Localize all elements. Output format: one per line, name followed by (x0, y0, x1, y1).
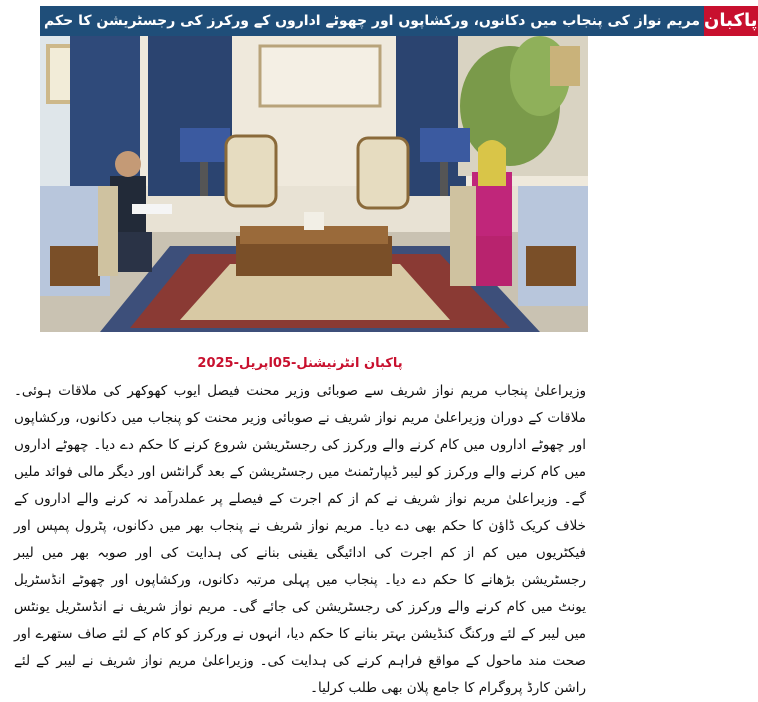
headline-banner (40, 6, 758, 36)
article-body: وزیراعلیٰ پنجاب مریم نواز شریف سے صوبائی وزیر محنت فیصل ایوب کھوکھر کی ملاقات ہوئی۔ ملاقات کے دوران وزیراعلیٰ مریم نواز شریف نے صوبائی وزیر محنت کو پنجاب میں دکانوں، ورکشاپوں اور چھوٹے اداروں میں کام کرنے والے ورکرز کی رجسٹریشن شروع کرنے کا حکم دے دیا۔ چھوٹے اداروں میں کام کرنے والے ورکرز کو لیبر ڈیپارٹمنٹ میں رجسٹریشن کے بعد گرانٹس اور دیگر مالی فوائد ملیں گے۔ وزیراعلیٰ مریم نواز شریف نے کم از کم اجرت کے فیصلے پر عملدرآمد نہ کرنے والے اداروں کے خلاف کریک ڈاؤن کا حکم بھی دے دیا۔ مریم نواز شریف نے پنجاب بھر میں دکانوں، پٹرول پمپس اور فیکٹریوں میں کم از کم اجرت کی ادائیگی یقینی بنانے کی ہدایت کی اور صوبہ بھر میں لیبر رجسٹریشن بڑھانے کا حکم دے دیا۔ پنجاب میں پہلی مرتبہ دکانوں، ورکشاپوں اور چھوٹے انڈسٹریل یونٹ میں کام کرنے والے ورکرز کی رجسٹریشن کی جائے گی۔ مریم نواز شریف نے انڈسٹریل یونٹس میں لیبر کے لئے ورکنگ کنڈیشن بہتر بنانے کا حکم دیا، انہوں نے ورکرز کو کام کے لئے صاف ستھرے اور صحت مند ماحول کے مواقع فراہم کرنے کی ہدایت کی۔ وزیراعلیٰ مریم نواز شریف نے لیبر کے لئے راشن کارڈ پروگرام کا جامع پلان بھی طلب کرلیا۔ (14, 383, 586, 696)
headline-text: مریم نواز کی پنجاب میں دکانوں، ورکشاپوں اور چھوٹے اداروں کے ورکرز کی رجسٹریشن کا حکم (40, 6, 704, 36)
brand-logo: پاکبان (704, 6, 757, 36)
dateline: پاکبان انٹرنیشنل-05اپریل-2025 (197, 356, 403, 371)
meeting-room-photo (40, 36, 588, 332)
news-photo (40, 36, 588, 332)
